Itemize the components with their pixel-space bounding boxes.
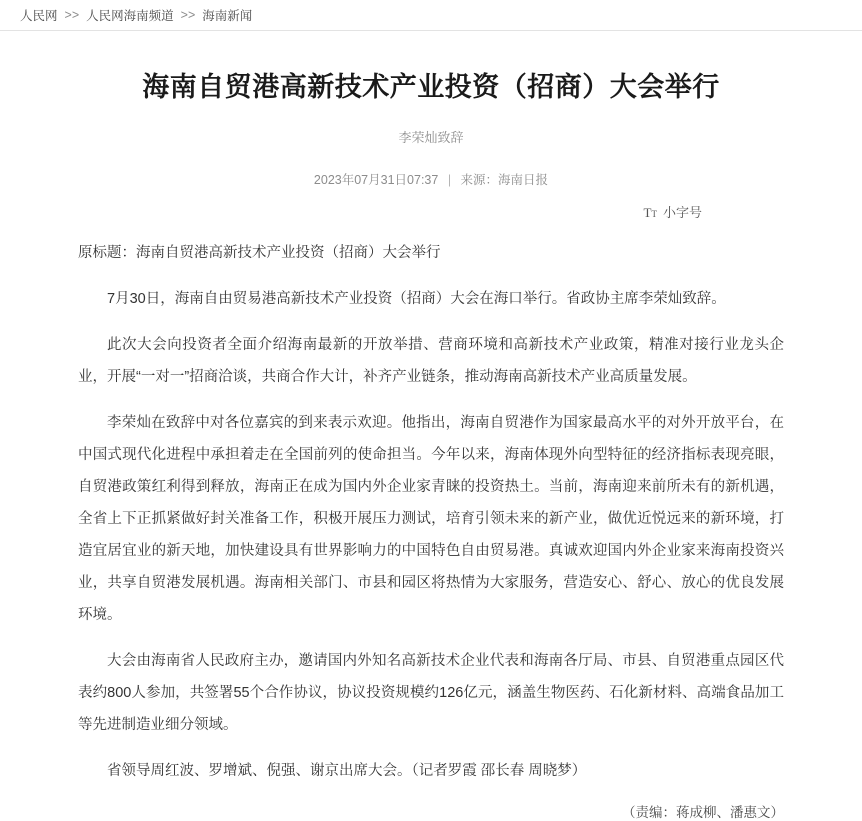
page-title: 海南自贸港高新技术产业投资（招商）大会举行 xyxy=(142,72,720,102)
font-size-label: 小字号 xyxy=(662,204,702,220)
meta-divider: | xyxy=(447,172,452,187)
breadcrumb xyxy=(0,0,862,31)
font-size-toggle[interactable] xyxy=(60,202,802,221)
original-title-text: 海南自贸港高新技术产业投资（招商）大会举行 xyxy=(136,244,441,261)
paragraph-2: 李荣灿在致辞中对各位嘉宾的到来表示欢迎。他指出，海南自贸港作为国家最高水平的对外开放平台，在中国式现代化进程中承担着走在全国前列的使命担当。今年以来，海南体现外向型特征的经济指标表现亮眼，自贸港政策红利得到释放，海南正在成为国内外企业家青睐的投资热土。当前，海南迎来前所未有的新机遇，全省上下正抓紧做好封关准备工作，积极开展压力测试，培育引领未来的新产业，做优近悦远来的新环境，打造宜居宜业的新天地，加快建设具有世界影响力的中国特色自由贸易港。真诚欢迎国内外企业家来海南投资兴业，共享自贸港发展机遇。海南相关部门、市县和园区将热情为大家服务，营造安心、舒心、放心的优良发展环境。 xyxy=(78,414,784,623)
breadcrumb-separator-0: >> xyxy=(64,8,80,22)
editor-note: （责编：蒋成柳、潘惠文） xyxy=(622,804,784,820)
article-body xyxy=(0,237,862,821)
article-meta xyxy=(60,170,802,188)
paragraph-0: 7月30日，海南自由贸易港高新技术产业投资（招商）大会在海口举行。省政协主席李荣灿致辞。 xyxy=(107,290,726,307)
publish-date: 2023年07月31日07:37 xyxy=(313,172,439,187)
breadcrumb-item-2[interactable]: 海南新闻 xyxy=(202,9,253,23)
article-header xyxy=(0,69,862,221)
breadcrumb-separator-1: >> xyxy=(180,8,196,22)
original-title-line xyxy=(78,237,784,269)
paragraph-4: 省领导周红波、罗增斌、倪强、谢京出席大会。（记者罗霞 邵长春 周晓梦） xyxy=(107,762,587,779)
original-title-label: 原标题： xyxy=(78,244,136,261)
text-size-icon: TT xyxy=(643,204,657,220)
article-subheadline: 李荣灿致辞 xyxy=(398,129,464,145)
breadcrumb-item-1[interactable]: 人民网海南频道 xyxy=(86,9,174,23)
paragraph-1: 此次大会向投资者全面介绍海南最新的开放举措、营商环境和高新技术产业政策，精准对接行业龙头企业，开展“一对一”招商洽谈，共商合作大计，补齐产业链条，推动海南高新技术产业高质量发展。 xyxy=(78,336,784,385)
text-size-icon-sub: T xyxy=(651,208,657,219)
article-source: 来源：海南日报 xyxy=(460,172,549,187)
breadcrumb-item-0[interactable]: 人民网 xyxy=(20,9,58,23)
paragraph-3: 大会由海南省人民政府主办，邀请国内外知名高新技术企业代表和海南各厅局、市县、自贸港重点园区代表约800人参加，共签署55个合作协议，协议投资规模约126亿元，涵盖生物医药、石化新材料、高端食品加工等先进制造业细分领域。 xyxy=(78,652,784,733)
